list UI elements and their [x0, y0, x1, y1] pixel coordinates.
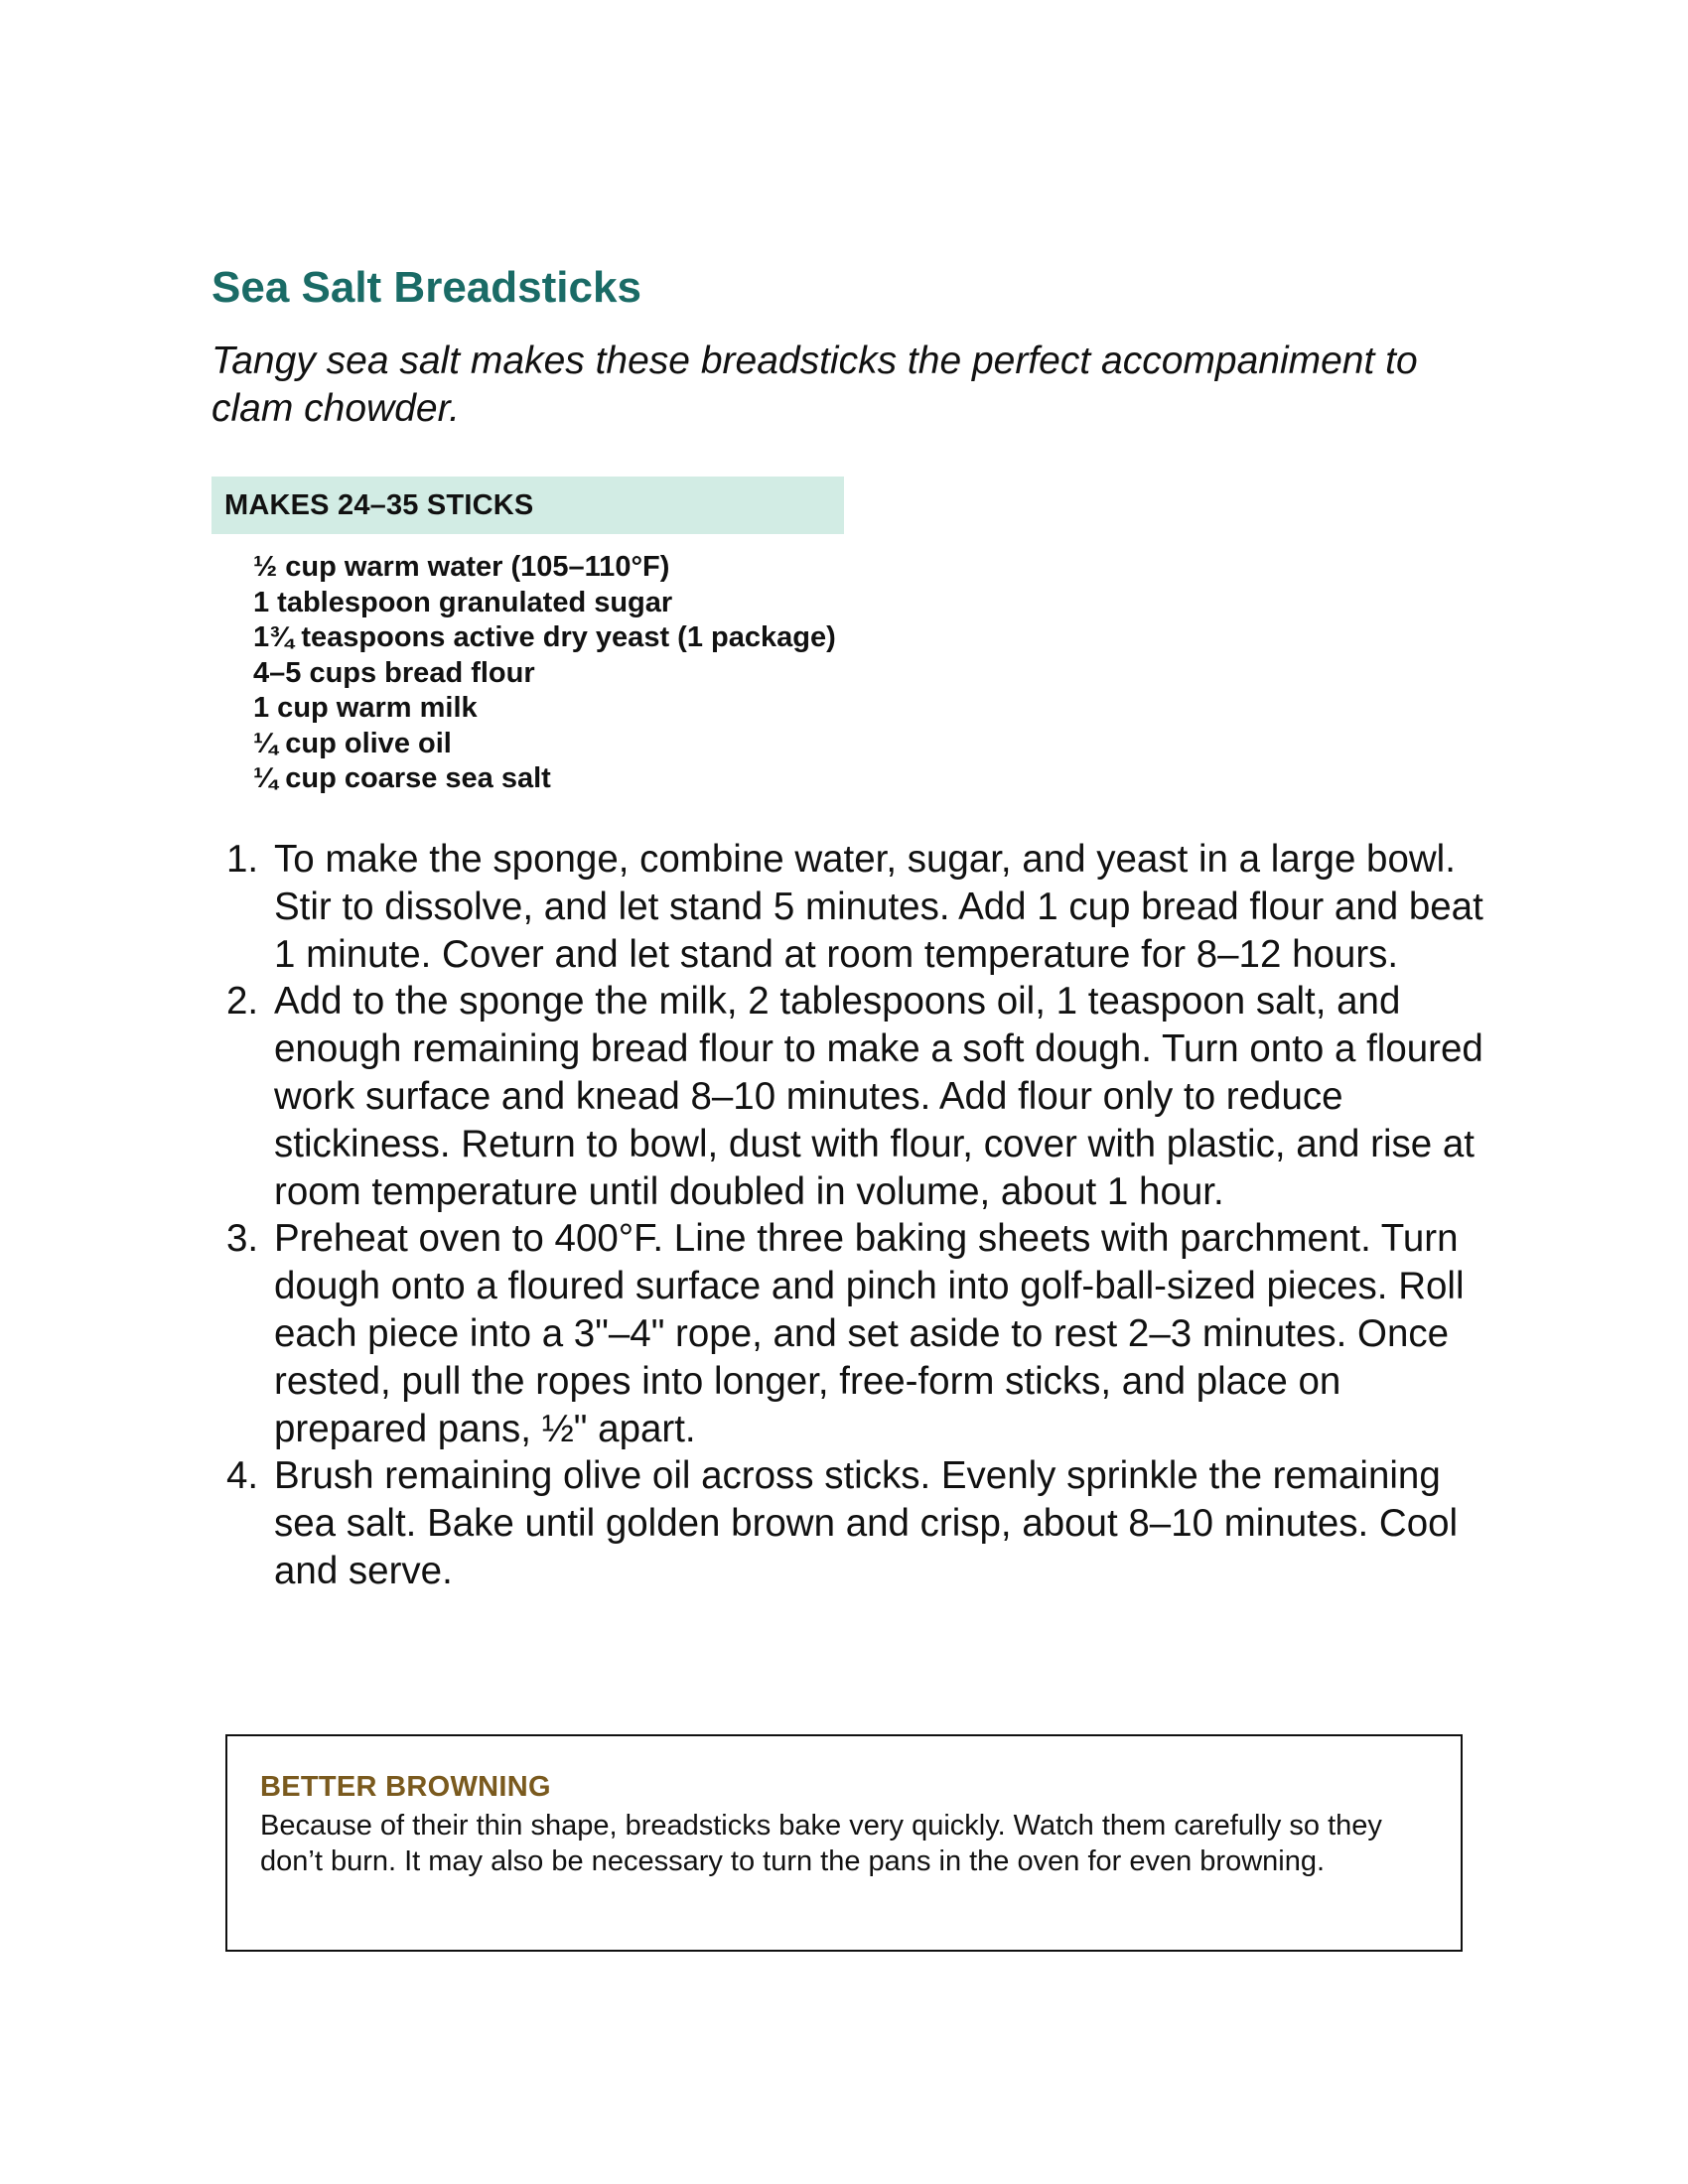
tip-box — [225, 1734, 1463, 1952]
step-number: 4. — [226, 1454, 259, 1498]
instruction-step — [211, 1215, 1492, 1452]
ingredient-list — [253, 550, 836, 797]
instruction-step — [211, 1452, 1492, 1594]
instruction-step — [211, 978, 1492, 1215]
yield-label: MAKES 24–35 STICKS — [224, 488, 534, 521]
ingredient-item: 1¾ teaspoons active dry yeast (1 package) — [253, 621, 836, 653]
ingredient-item: ¼ cup olive oil — [253, 727, 452, 759]
ingredient-item: 1 cup warm milk — [253, 692, 478, 724]
ingredient-item: ½ cup warm water (105–110°F) — [253, 551, 670, 583]
instruction-step — [211, 836, 1492, 978]
tip-body: Because of their thin shape, breadsticks bake very quickly. Watch them carefully so they don’t burn. It may also be necessary to turn the pans in the oven for even browning. — [260, 1810, 1382, 1877]
ingredient-item: ¼ cup coarse sea salt — [253, 762, 551, 794]
step-number: 2. — [226, 980, 259, 1024]
ingredient-item: 4–5 cups bread flour — [253, 656, 535, 689]
tip-heading: BETTER BROWNING — [260, 1771, 551, 1803]
ingredient-item: 1 tablespoon granulated sugar — [253, 586, 673, 618]
step-text: Add to the sponge the milk, 2 tablespoons oil, 1 teaspoon salt, and enough remaining bread flour to make a soft dough. Turn onto a floured work surface and knead 8–10 minutes. Add flour only to reduce stickiness. Return to bowl, dust with flour, cover with plastic, and rise at room temperature until doubled in volume, about 1 hour. — [274, 980, 1483, 1213]
instruction-list — [211, 836, 1492, 1595]
step-number: 3. — [226, 1217, 259, 1261]
step-text: To make the sponge, combine water, sugar, and yeast in a large bowl. Stir to dissolve, and let stand 5 minutes. Add 1 cup bread flour and beat 1 minute. Cover and let stand at room temperature for 8–12 hours. — [274, 838, 1483, 976]
yield-banner — [211, 477, 844, 534]
recipe-title: Sea Salt Breadsticks — [211, 263, 641, 312]
recipe-subtitle: Tangy sea salt makes these breadsticks the perfect accompaniment to clam chowder. — [211, 340, 1418, 430]
step-text: Preheat oven to 400°F. Line three baking sheets with parchment. Turn dough onto a floured surface and pinch into golf-ball-sized pieces. Roll each piece into a 3"–4" rope, and set aside to rest 2–3 minutes. Once rested, pull the ropes into longer, free-form sticks, and place on prepared pans, ½" apart. — [274, 1217, 1465, 1450]
step-text: Brush remaining olive oil across sticks. Evenly sprinkle the remaining sea salt. Bake until golden brown and crisp, about 8–10 minutes. Cool and serve. — [274, 1454, 1459, 1592]
step-number: 1. — [226, 838, 259, 881]
